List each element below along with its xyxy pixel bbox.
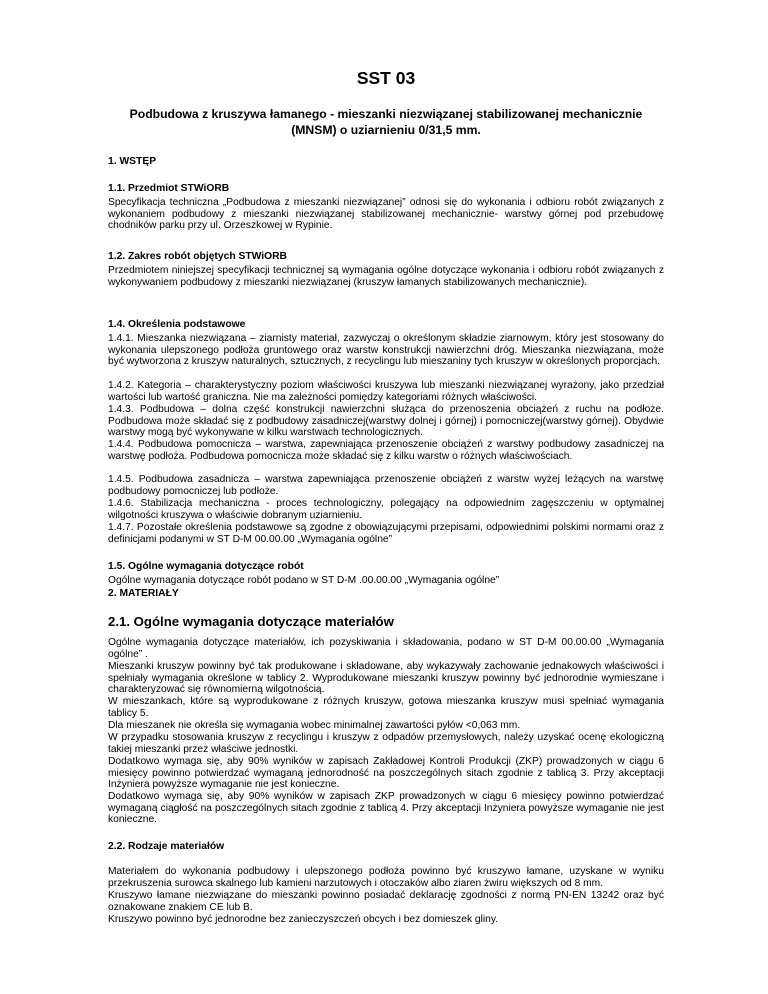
- definition-1-4-7: 1.4.7. Pozostałe określenia podstawowe są zgodne z obowiązującymi przepisami, odpowiednimi polskimi normami oraz z definicjami podanymi w ST D-M 00.00.00 „Wymagania ogólne”: [108, 522, 664, 545]
- document-subtitle: [108, 107, 664, 138]
- section-2-2-paragraph-1: Materiałem do wykonania podbudowy i ulepszonego podłoża powinno być kruszywo łamane, uzyskane w wyniku przekruszenia surowca skalnego lub kamieni narzutowych i otoczaków albo ziaren żwiru większych od 8 mm.: [108, 866, 664, 889]
- section-1-2-heading: 1.2. Zakres robót objętych STWiORB: [108, 251, 287, 262]
- section-1-5-text: Ogólne wymagania dotyczące robót podano w ST D-M .00.00.00 „Wymagania ogólne”: [108, 575, 500, 586]
- definition-1-4-4: 1.4.4. Podbudowa pomocnicza – warstwa, zapewniająca przenoszenie obciążeń z warstwy podbudowy zasadniczej na warstwę podłoża. Podbudowa pomocnicza może składać się z kilku warstw o różnych właściwościach.: [108, 439, 664, 462]
- section-1-4-heading: 1.4. Określenia podstawowe: [108, 319, 246, 330]
- definition-1-4-3: 1.4.3. Podbudowa – dolna część konstrukcji nawierzchni służąca do przenoszenia obciążeń z ruchu na podłoże. Podbudowa może składać się z podbudowy zasadniczej(warstwy dolnej i górnej) i pomocniczej(warstwy górnej). Obydwie warstwy mogą być wykonywane w kilku warstwach technologicznych.: [108, 404, 664, 439]
- section-2-2-paragraph-2: Kruszywo łamane niezwiązane do mieszanki powinno posiadać deklarację zgodności z normą PN-EN 13242 oraz być oznakowane znakiem CE lub B.: [108, 890, 664, 913]
- section-2-1-heading: 2.1. Ogólne wymagania dotyczące materiałów: [108, 614, 394, 629]
- section-2-heading: 2. MATERIAŁY: [108, 588, 179, 599]
- definition-1-4-6: 1.4.6. Stabilizacja mechaniczna - proces technologiczny, polegający na odpowiednim zagęszczeniu w optymalnej wilgotności kruszywa o właściwie dobranym uziarnieniu.: [108, 498, 664, 521]
- document-subtitle-line-2: (MNSM) o uziarnieniu 0/31,5 mm.: [291, 122, 481, 137]
- section-2-1-paragraph-5: W przypadku stosowania kruszyw z recyclingu i kruszyw z odpadów przemysłowych, należy uzyskać ocenę ekologiczną takiej mieszanki przez właściwe jednostki.: [108, 732, 664, 755]
- section-1-1-text: Specyfikacja techniczna „Podbudowa z mieszanki niezwiązanej” odnosi się do wykonania i odbioru robót związanych z wykonaniem podbudowy z mieszanki niezwiązanej stabilizowanej mechanicznie- warstwy górnej pod przebudowę chodników parku przy ul. Orzeszkowej w Rypinie.: [108, 197, 664, 232]
- document-subtitle-line-1: Podbudowa z kruszywa łamanego - mieszanki niezwiązanej stabilizowanej mechanicznie: [129, 107, 643, 121]
- section-2-1-paragraph-2: Mieszanki kruszyw powinny być tak produkowane i składowane, aby wykazywały zachowanie jednakowych właściwości i spełniały wymagania określone w tablicy 2. Wyprodukowane mieszanki kruszyw powinny być jednorodnie wymieszane i charakteryzować się równomierną wilgotnością.: [108, 661, 664, 696]
- section-2-2-heading: 2.2. Rodzaje materiałów: [108, 841, 225, 852]
- section-2-1-paragraph-4: Dla mieszanek nie określa się wymagania wobec minimalnej zawartości pyłów <0,063 mm.: [108, 720, 521, 731]
- section-2-1-paragraph-3: W mieszankach, które są wyprodukowane z różnych kruszyw, gotowa mieszanka kruszyw musi spełniać wymagania tablicy 5.: [108, 696, 664, 719]
- section-1-5-heading: 1.5. Ogólne wymagania dotyczące robót: [108, 561, 304, 572]
- document-title: SST 03: [356, 68, 416, 88]
- section-2-2-paragraph-3: Kruszywo powinno być jednorodne bez zanieczyszczeń obcych i bez domieszek gliny.: [108, 914, 499, 925]
- section-1-2-text: Przedmiotem niniejszej specyfikacji technicznej są wymagania ogólne dotyczące wykonania i odbioru robót związanych z wykonywaniem podbudowy z mieszanki niezwiązanej (kruszyw łamanych stabilizowanych mechanicznie).: [108, 265, 664, 288]
- definition-1-4-5: 1.4.5. Podbudowa zasadnicza – warstwa zapewniająca przenoszenie obciążeń z warstw wyżej leżących na warstwę podbudowy pomocniczej lub podłoże.: [108, 474, 664, 497]
- section-2-1-paragraph-6: Dodatkowo wymaga się, aby 90% wyników w zapisach Zakładowej Kontroli Produkcji (ZKP) prowadzonych w ciągu 6 miesięcy powinno potwierdzać wymaganą jednorodność na poszczególnych sitach zgodnie z tablicą 3. Przy akceptacji Inżyniera powyższe wymaganie nie jest konieczne.: [108, 756, 664, 791]
- section-1-1-heading: 1.1. Przedmiot STWiORB: [108, 183, 230, 194]
- section-1-heading: 1. WSTĘP: [108, 156, 157, 167]
- definition-1-4-1: 1.4.1. Mieszanka niezwiązana – ziarnisty materiał, zazwyczaj o określonym składzie ziarnowym, który jest stosowany do wykonania ulepszonego podłoża gruntowego oraz warstw konstrukcji nawierzchni dróg. Mieszanka niezwiązana, może być wytworzona z kruszyw naturalnych, sztucznych, z recyclingu lub mieszaniny tych kruszyw w określonych proporcjach.: [108, 333, 664, 368]
- section-2-1-paragraph-1: Ogólne wymagania dotyczące materiałów, ich pozyskiwania i składowania, podano w ST D-M 00.00.00 „Wymagania ogólne” .: [108, 637, 664, 660]
- section-2-1-paragraph-7: Dodatkowo wymaga się, aby 90% wyników w zapisach ZKP prowadzonych w ciągu 6 miesięcy powinno potwierdzać wymaganą ciągłość na poszczególnych sitach zgodnie z tablicą 4. Przy akceptacji Inżyniera powyższe wymaganie nie jest konieczne.: [108, 791, 664, 826]
- definition-1-4-2: 1.4.2. Kategoria – charakterystyczny poziom właściwości kruszywa lub mieszanki niezwiązanej wyrażony, jako przedział wartości lub wartość graniczna. Nie ma zależności pomiędzy kategoriami różnych właściwości.: [108, 380, 664, 403]
